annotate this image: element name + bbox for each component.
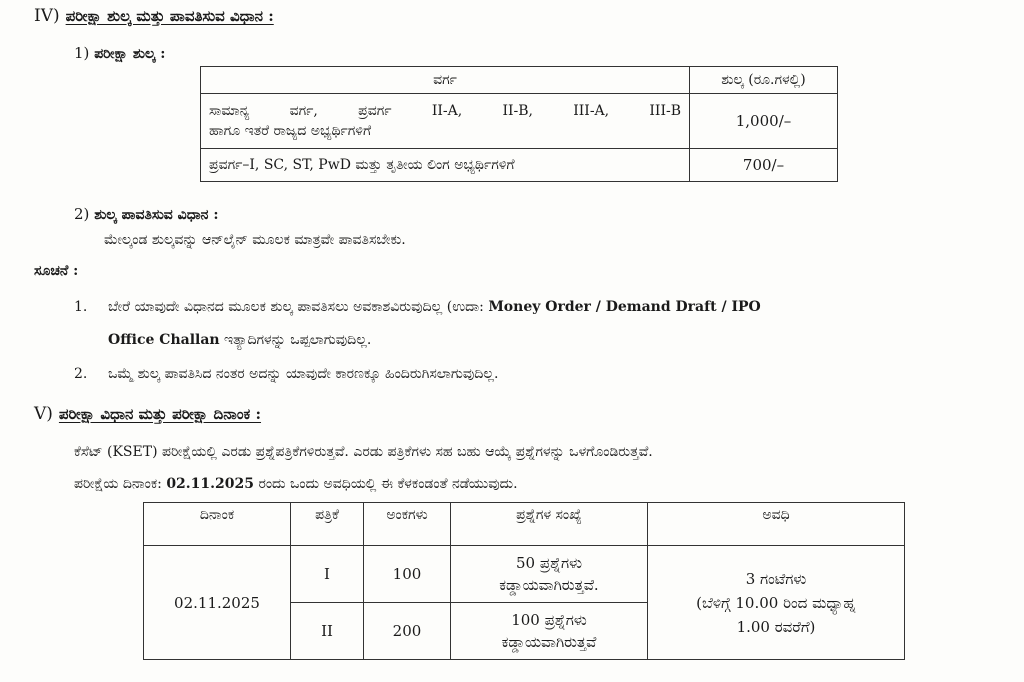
note-bold-text: Office Challan: [108, 332, 220, 348]
fee-title: ಪರೀಕ್ಷಾ ಶುಲ್ಕ :: [94, 46, 166, 62]
section-4-title: ಪರೀಕ್ಷಾ ಶುಲ್ಕ ಮತ್ತು ಪಾವತಿಸುವ ವಿಧಾನ :: [65, 7, 274, 25]
questions-line: 50 ಪ್ರಶ್ನೆಗಳು: [515, 554, 582, 572]
exam-header-date: ದಿನಾಂಕ: [144, 503, 291, 546]
note-number: 2.: [74, 366, 88, 382]
fee-table-header-row: [201, 67, 838, 94]
fee-category-cell: ಪ್ರವರ್ಗ–I, SC, ST, PwD ಮತ್ತು ತೃತೀಯ ಲಿಂಗ ಅಭ್ಯರ್ಥಿಗಳಿಗೆ: [201, 149, 690, 182]
table-row: [144, 546, 905, 603]
note-item: [74, 292, 87, 322]
table-row: [201, 94, 838, 149]
note-line: [108, 292, 761, 322]
payment-subheading: [74, 205, 219, 223]
payment-title: ಶುಲ್ಕ ಪಾವತಿಸುವ ವಿಧಾನ :: [94, 207, 219, 223]
fee-number: 1): [74, 44, 90, 62]
fee-amount-cell: 700/–: [690, 149, 838, 182]
section-4-number: IV): [34, 6, 60, 26]
fee-header-category: ವರ್ಗ: [201, 67, 690, 94]
section-5-paragraph-line2: [74, 476, 518, 492]
note-line: [108, 325, 371, 355]
fee-amount-cell: 1,000/–: [690, 94, 838, 149]
exam-header-duration: ಅವಧಿ: [648, 503, 905, 546]
note-item: [74, 359, 87, 389]
section-5-paragraph-line1: ಕೆಸೆಟ್ (KSET) ಪರೀಕ್ಷೆಯಲ್ಲಿ ಎರಡು ಪ್ರಶ್ನೆಪತ್ರಿಕೆಗಳಿರುತ್ತವೆ. ಎರಡು ಪತ್ರಿಕೆಗಳು ಸಹ ಬಹು ಆಯ್ಕೆ ಪ್ರಶ್ನೆಗಳನ್ನು ಒಳಗೊಂಡಿರುತ್ತವೆ.: [74, 444, 653, 460]
para-text: ರಂದು ಒಂದು ಅವಧಿಯಲ್ಲಿ ಈ ಕೆಳಕಂಡಂತೆ ನಡೆಯುವುದು.: [254, 476, 518, 492]
para-text: ಪರೀಕ್ಷೆಯ ದಿನಾಂಕ:: [74, 476, 167, 492]
section-5-title: ಪರೀಕ್ಷಾ ವಿಧಾನ ಮತ್ತು ಪರೀಕ್ಷಾ ದಿನಾಂಕ :: [58, 405, 262, 423]
note-number: 1.: [74, 299, 88, 315]
fee-category-cell: [201, 94, 690, 149]
table-row: [201, 149, 838, 182]
fee-header-amount: ಶುಲ್ಕ (ರೂ.ಗಳಲ್ಲಿ): [690, 67, 838, 94]
exam-marks-cell: 200: [364, 603, 451, 660]
note-text: ಒಮ್ಮೆ ಶುಲ್ಕ ಪಾವತಿಸಿದ ನಂತರ ಅದನ್ನು ಯಾವುದೇ ಕಾರಣಕ್ಕೂ ಹಿಂದಿರುಗಿಸಲಾಗುವುದಿಲ್ಲ.: [108, 366, 499, 382]
exam-header-questions: ಪ್ರಶ್ನೆಗಳ ಸಂಖ್ಯೆ: [451, 503, 648, 546]
exam-date-cell: 02.11.2025: [144, 546, 291, 660]
duration-line: (ಬೆಳಿಗ್ಗೆ 10.00 ರಿಂದ ಮಧ್ಯಾಹ್ನ: [696, 593, 856, 612]
payment-number: 2): [74, 205, 90, 223]
note-text: ಬೇರೆ ಯಾವುದೇ ವಿಧಾನದ ಮೂಲಕ ಶುಲ್ಕ ಪಾವತಿಸಲು ಅವಕಾಶವಿರುವುದಿಲ್ಲ (ಉದಾ:: [108, 299, 489, 315]
payment-text: ಮೇಲ್ಕಂಡ ಶುಲ್ಕವನ್ನು ಆನ್‌ಲೈನ್ ಮೂಲಕ ಮಾತ್ರವೇ ಪಾವತಿಸಬೇಕು.: [104, 232, 406, 248]
section-5-number: V): [34, 404, 53, 424]
exam-marks-cell: 100: [364, 546, 451, 603]
fee-subheading: [74, 44, 165, 62]
note-text: ಇತ್ಯಾದಿಗಳನ್ನು ಒಪ್ಪಲಾಗುವುದಿಲ್ಲ.: [219, 332, 372, 348]
fee-category-line: ಹಾಗೂ ಇತರೆ ರಾಜ್ಯದ ಅಭ್ಯರ್ಥಿಗಳಿಗೆ: [209, 123, 372, 139]
duration-line: 3 ಗಂಟೆಗಳು: [745, 569, 807, 588]
questions-line: ಕಡ್ಡಾಯವಾಗಿರುತ್ತವೆ: [501, 633, 597, 651]
exam-date-text: 02.11.2025: [166, 476, 254, 492]
exam-questions-cell: [451, 546, 648, 603]
fee-category-line: ಸಾಮಾನ್ಯ ವರ್ಗ, ಪ್ರವರ್ಗ II-A, II-B, III-A, III-B: [209, 103, 681, 119]
exam-paper-cell: I: [291, 546, 364, 603]
note-bold-text: Money Order / Demand Draft / IPO: [488, 299, 761, 315]
exam-header-paper: ಪತ್ರಿಕೆ: [291, 503, 364, 546]
questions-line: ಕಡ್ಡಾಯವಾಗಿರುತ್ತವೆ.: [499, 576, 599, 594]
notes-title: ಸೂಚನೆ :: [34, 263, 79, 279]
exam-duration-cell: [648, 546, 905, 660]
exam-header-marks: ಅಂಕಗಳು: [364, 503, 451, 546]
exam-table: [143, 502, 905, 660]
exam-questions-cell: [451, 603, 648, 660]
questions-line: 100 ಪ್ರಶ್ನೆಗಳು: [511, 611, 587, 629]
section-5-heading: [34, 404, 261, 424]
exam-paper-cell: II: [291, 603, 364, 660]
fee-table: [200, 66, 838, 182]
duration-line: 1.00 ರವರೆಗೆ): [736, 617, 816, 636]
exam-table-header-row: [144, 503, 905, 546]
section-4-heading: [34, 6, 274, 26]
